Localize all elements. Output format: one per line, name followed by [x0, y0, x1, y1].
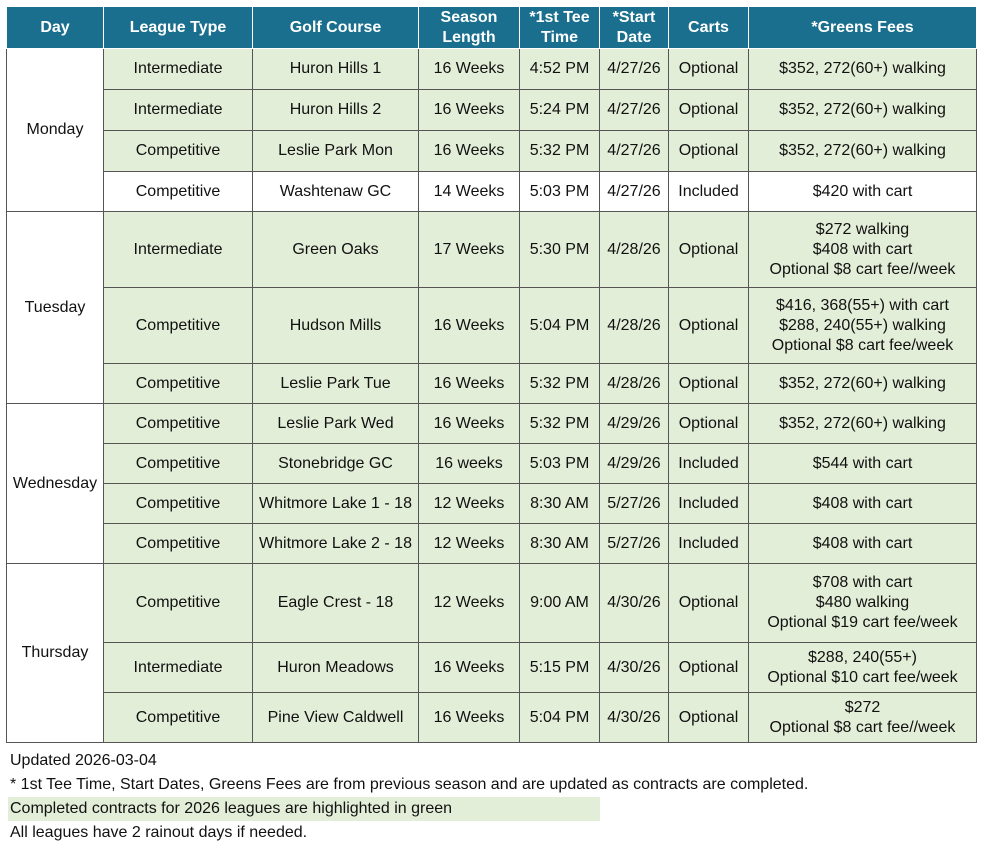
- fee-line: $408 with cart: [812, 534, 913, 552]
- day-cell: Tuesday: [7, 212, 104, 404]
- greens-fees-cell: [749, 364, 977, 404]
- tee-time-cell: 5:32 PM: [520, 364, 600, 404]
- season-length-cell: 16 Weeks: [419, 643, 520, 693]
- carts-cell: Included: [669, 484, 749, 524]
- league-type-cell: Competitive: [104, 404, 253, 444]
- fee-line: $352, 272(60+) walking: [779, 60, 946, 77]
- fee-line: $288, 240(55+): [808, 648, 917, 666]
- fee-line: $708 with cart: [812, 574, 913, 591]
- start-date-cell: 4/28/26: [600, 288, 669, 364]
- header-row: [7, 7, 977, 49]
- season-length-cell: 12 Weeks: [419, 564, 520, 643]
- season-length-cell: 16 Weeks: [419, 693, 520, 743]
- start-date-cell: 4/30/26: [600, 643, 669, 693]
- carts-cell: Optional: [669, 404, 749, 444]
- golf-course-cell: Whitmore Lake 2 - 18: [253, 524, 419, 564]
- greens-fees-cell: [749, 404, 977, 444]
- table-row: [7, 524, 977, 564]
- header-golf-course: Golf Course: [253, 7, 419, 49]
- league-type-cell: Competitive: [104, 444, 253, 484]
- fee-line: Optional $8 cart fee//week: [769, 718, 956, 736]
- league-type-cell: Competitive: [104, 131, 253, 172]
- carts-cell: Included: [669, 172, 749, 212]
- league-type-cell: Intermediate: [104, 643, 253, 693]
- season-length-cell: 16 Weeks: [419, 404, 520, 444]
- greens-fees-cell: [749, 172, 977, 212]
- golf-course-cell: Huron Hills 1: [253, 49, 419, 90]
- tee-time-cell: 5:04 PM: [520, 693, 600, 743]
- fee-line: $352, 272(60+) walking: [779, 374, 946, 392]
- fee-line: $272: [844, 698, 881, 716]
- table-row: [7, 172, 977, 212]
- golf-course-cell: Green Oaks: [253, 212, 419, 288]
- table-row: [7, 693, 977, 743]
- league-schedule-table: [6, 6, 977, 743]
- day-cell: Wednesday: [7, 404, 104, 564]
- start-date-cell: 4/27/26: [600, 131, 669, 172]
- league-type-cell: Intermediate: [104, 49, 253, 90]
- header-greens-fees: *Greens Fees: [749, 7, 977, 49]
- start-date-cell: 4/27/26: [600, 49, 669, 90]
- table-row: [7, 364, 977, 404]
- start-date-cell: 4/30/26: [600, 564, 669, 643]
- carts-cell: Included: [669, 524, 749, 564]
- league-type-cell: Intermediate: [104, 212, 253, 288]
- greens-fees-cell: [749, 524, 977, 564]
- league-type-cell: Competitive: [104, 172, 253, 212]
- carts-cell: Optional: [669, 643, 749, 693]
- greens-fees-cell: [749, 288, 977, 364]
- league-type-cell: Competitive: [104, 484, 253, 524]
- season-length-cell: 16 weeks: [419, 444, 520, 484]
- tee-time-cell: 5:32 PM: [520, 404, 600, 444]
- golf-course-cell: Huron Hills 2: [253, 90, 419, 131]
- season-length-cell: 16 Weeks: [419, 49, 520, 90]
- golf-course-cell: Huron Meadows: [253, 643, 419, 693]
- fee-line: $352, 272(60+) walking: [779, 101, 946, 118]
- completed-legend: Completed contracts for 2026 leagues are highlighted in green: [8, 797, 600, 821]
- table-row: [7, 484, 977, 524]
- carts-cell: Optional: [669, 212, 749, 288]
- golf-course-cell: Hudson Mills: [253, 288, 419, 364]
- tee-time-cell: 5:03 PM: [520, 172, 600, 212]
- season-length-cell: 14 Weeks: [419, 172, 520, 212]
- start-date-cell: 4/27/26: [600, 172, 669, 212]
- greens-fees-cell: [749, 49, 977, 90]
- greens-fees-cell: [749, 444, 977, 484]
- table-row: [7, 643, 977, 693]
- league-type-cell: Competitive: [104, 364, 253, 404]
- golf-course-cell: Stonebridge GC: [253, 444, 419, 484]
- carts-cell: Optional: [669, 693, 749, 743]
- greens-fees-cell: [749, 484, 977, 524]
- golf-course-cell: Leslie Park Wed: [253, 404, 419, 444]
- table-row: [7, 90, 977, 131]
- fee-line: $288, 240(55+) walking: [779, 316, 946, 334]
- day-cell: Thursday: [7, 564, 104, 743]
- fee-line: $352, 272(60+) walking: [779, 414, 946, 432]
- season-length-cell: 12 Weeks: [419, 484, 520, 524]
- fee-line: Optional $8 cart fee//week: [769, 260, 956, 278]
- carts-cell: Optional: [669, 288, 749, 364]
- fee-line: $416, 368(55+) with cart: [776, 296, 949, 314]
- start-date-cell: 4/30/26: [600, 693, 669, 743]
- rainout-note: All leagues have 2 rainout days if needed.: [10, 824, 308, 841]
- tee-time-cell: 5:03 PM: [520, 444, 600, 484]
- season-length-cell: 16 Weeks: [419, 90, 520, 131]
- tee-time-cell: 8:30 AM: [520, 484, 600, 524]
- table-row: [7, 288, 977, 364]
- start-date-cell: 4/28/26: [600, 212, 669, 288]
- carts-cell: Optional: [669, 90, 749, 131]
- table-row: [7, 131, 977, 172]
- golf-course-cell: Leslie Park Tue: [253, 364, 419, 404]
- tee-time-cell: 9:00 AM: [520, 564, 600, 643]
- greens-fees-cell: [749, 212, 977, 288]
- tee-time-cell: 5:32 PM: [520, 131, 600, 172]
- fee-line: $408 with cart: [812, 494, 913, 512]
- start-date-cell: 5/27/26: [600, 484, 669, 524]
- start-date-cell: 4/27/26: [600, 90, 669, 131]
- fee-line: $480 walking: [815, 594, 910, 611]
- tee-time-cell: 5:24 PM: [520, 90, 600, 131]
- golf-course-cell: Washtenaw GC: [253, 172, 419, 212]
- tee-time-cell: 4:52 PM: [520, 49, 600, 90]
- header-start-date: *Start Date: [600, 7, 669, 49]
- header-season-length: Season Length: [419, 7, 520, 49]
- start-date-cell: 4/29/26: [600, 444, 669, 484]
- tee-time-cell: 5:04 PM: [520, 288, 600, 364]
- carts-cell: Optional: [669, 131, 749, 172]
- fee-line: $408 with cart: [812, 240, 913, 258]
- table-row: [7, 564, 977, 643]
- table-row: [7, 212, 977, 288]
- golf-course-cell: Pine View Caldwell: [253, 693, 419, 743]
- header-carts: Carts: [669, 7, 749, 49]
- greens-fees-cell: [749, 643, 977, 693]
- start-date-cell: 4/28/26: [600, 364, 669, 404]
- tee-time-cell: 5:30 PM: [520, 212, 600, 288]
- season-length-cell: 16 Weeks: [419, 131, 520, 172]
- table-row: [7, 49, 977, 90]
- golf-course-cell: Eagle Crest - 18: [253, 564, 419, 643]
- carts-cell: Included: [669, 444, 749, 484]
- golf-course-cell: Whitmore Lake 1 - 18: [253, 484, 419, 524]
- greens-fees-cell: [749, 564, 977, 643]
- tee-time-cell: 8:30 AM: [520, 524, 600, 564]
- fee-line: $272 walking: [815, 220, 910, 238]
- header-tee-time: *1st Tee Time: [520, 7, 600, 49]
- season-length-cell: 12 Weeks: [419, 524, 520, 564]
- disclaimer-note: * 1st Tee Time, Start Dates, Greens Fees are from previous season and are updated as contracts are completed.: [10, 776, 809, 793]
- table-row: [7, 444, 977, 484]
- greens-fees-cell: [749, 90, 977, 131]
- league-type-cell: Competitive: [104, 693, 253, 743]
- start-date-cell: 5/27/26: [600, 524, 669, 564]
- league-type-cell: Competitive: [104, 564, 253, 643]
- carts-cell: Optional: [669, 49, 749, 90]
- day-cell: Monday: [7, 49, 104, 212]
- season-length-cell: 17 Weeks: [419, 212, 520, 288]
- league-type-cell: Intermediate: [104, 90, 253, 131]
- schedule-body: [7, 49, 977, 743]
- header-league-type: League Type: [104, 7, 253, 49]
- season-length-cell: 16 Weeks: [419, 288, 520, 364]
- greens-fees-cell: [749, 693, 977, 743]
- updated-note: Updated 2026-03-04: [10, 752, 157, 769]
- fee-line: $544 with cart: [812, 454, 913, 472]
- season-length-cell: 16 Weeks: [419, 364, 520, 404]
- fee-line: $352, 272(60+) walking: [779, 142, 946, 159]
- fee-line: Optional $8 cart fee/week: [771, 336, 954, 354]
- fee-line: Optional $10 cart fee/week: [767, 668, 958, 686]
- league-type-cell: Competitive: [104, 524, 253, 564]
- golf-course-cell: Leslie Park Mon: [253, 131, 419, 172]
- tee-time-cell: 5:15 PM: [520, 643, 600, 693]
- footer-notes: [8, 749, 968, 845]
- fee-line: $420 with cart: [812, 182, 913, 200]
- carts-cell: Optional: [669, 364, 749, 404]
- league-type-cell: Competitive: [104, 288, 253, 364]
- fee-line: Optional $19 cart fee/week: [767, 614, 958, 631]
- greens-fees-cell: [749, 131, 977, 172]
- table-row: [7, 404, 977, 444]
- header-day: Day: [7, 7, 104, 49]
- carts-cell: Optional: [669, 564, 749, 643]
- start-date-cell: 4/29/26: [600, 404, 669, 444]
